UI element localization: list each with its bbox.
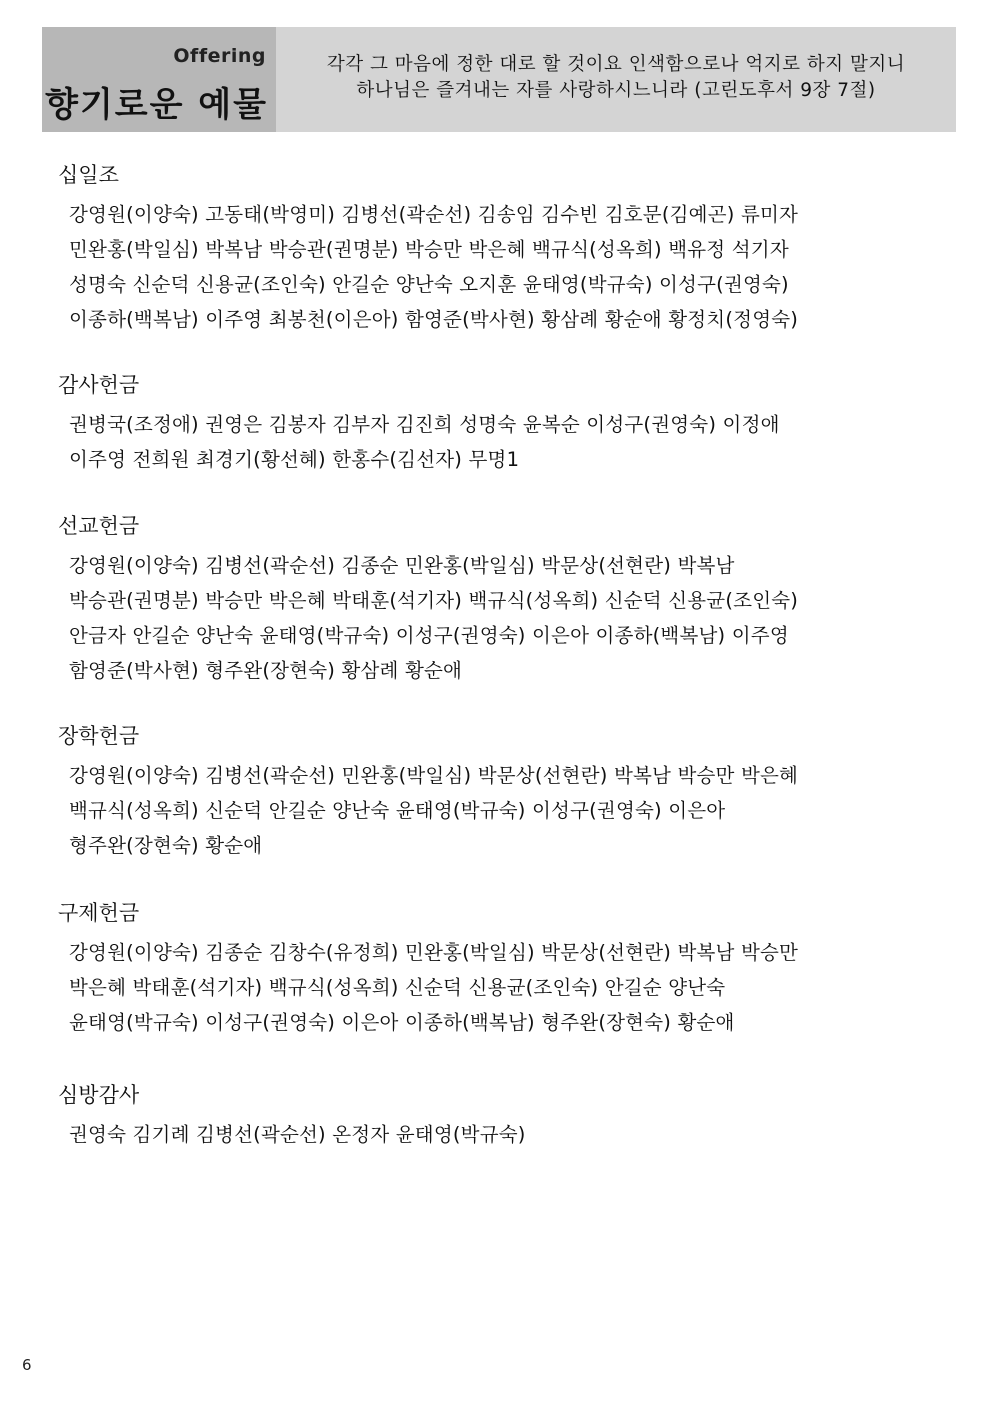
donor-line: 성명숙 신순덕 신용균(조인숙) 안길순 양난숙 오지훈 윤태영(박규숙) 이성구(권영숙) [69,273,789,296]
donor-line: 박은혜 박태훈(석기자) 백규식(성옥희) 신순덕 신용균(조인숙) 안길순 양난숙 [69,976,726,999]
page-number: 6 [22,1356,32,1374]
donor-line: 강영원(이양숙) 김병선(곽순선) 김종순 민완홍(박일심) 박문상(선현란) 박복남 [69,554,735,577]
donor-line: 백규식(성옥희) 신순덕 안길순 양난숙 윤태영(박규숙) 이성구(권영숙) 이은아 [69,799,726,822]
section-thanksgiving [58,370,938,477]
korean-title: 향기로운 예물 [45,85,268,125]
english-title: Offering [173,45,266,67]
section-title: 십일조 [58,163,119,187]
section-title: 심방감사 [58,1083,140,1107]
donor-line: 이종하(백복남) 이주영 최봉천(이은아) 함영준(박사현) 황삼례 황순애 황정치(정영숙) [69,308,799,331]
donor-list [58,935,938,1040]
header-title-block [42,27,276,132]
donor-list [58,548,938,688]
section-tithe [58,160,938,337]
section-title: 선교헌금 [58,514,140,538]
donor-line: 형주완(장현숙) 황순애 [69,834,263,857]
donor-line: 윤태영(박규숙) 이성구(권영숙) 이은아 이종하(백복남) 형주완(장현숙) 황순애 [69,1011,735,1034]
verse-line-2: 하나님은 즐겨내는 자를 사랑하시느니라 (고린도후서 9장 7절) [356,79,876,101]
donor-line: 권병국(조정애) 권영은 김봉자 김부자 김진희 성명숙 윤복순 이성구(권영숙) 이정애 [69,413,780,436]
offering-header [42,27,956,132]
section-visitation [58,1080,938,1152]
donor-line: 이주영 전희원 최경기(황선혜) 한홍수(김선자) 무명1 [69,448,520,471]
donor-line: 권영숙 김기례 김병선(곽순선) 온정자 윤태영(박규숙) [69,1123,526,1146]
section-title: 구제헌금 [58,901,140,925]
donor-line: 함영준(박사현) 형주완(장현숙) 황삼례 황순애 [69,659,463,682]
section-mission [58,511,938,688]
donor-line: 강영원(이양숙) 김병선(곽순선) 민완홍(박일심) 박문상(선현란) 박복남 박승만 박은혜 [69,764,799,787]
donor-list [58,197,938,337]
donor-line: 강영원(이양숙) 김종순 김창수(유정희) 민완홍(박일심) 박문상(선현란) 박복남 박승만 [69,941,799,964]
donor-line: 민완홍(박일심) 박복남 박승관(권명분) 박승만 박은혜 백규식(성옥희) 백유정 석기자 [69,238,789,261]
donor-line: 강영원(이양숙) 고동태(박영미) 김병선(곽순선) 김송임 김수빈 김호문(김예곤) 류미자 [69,203,799,226]
donor-line: 안금자 안길순 양난숙 윤태영(박규숙) 이성구(권영숙) 이은아 이종하(백복남) 이주영 [69,624,789,647]
section-title: 장학헌금 [58,724,140,748]
section-title: 감사헌금 [58,373,140,397]
section-relief [58,898,938,1040]
donor-list [58,758,938,863]
section-scholarship [58,721,938,863]
verse-line-1: 각각 그 마음에 정한 대로 할 것이요 인색함으로나 억지로 하지 말지니 [326,53,906,75]
bible-verse [276,27,956,132]
donor-list [58,407,938,477]
donor-list [58,1117,938,1152]
donor-line: 박승관(권명분) 박승만 박은혜 박태훈(석기자) 백규식(성옥희) 신순덕 신용균(조인숙) [69,589,799,612]
